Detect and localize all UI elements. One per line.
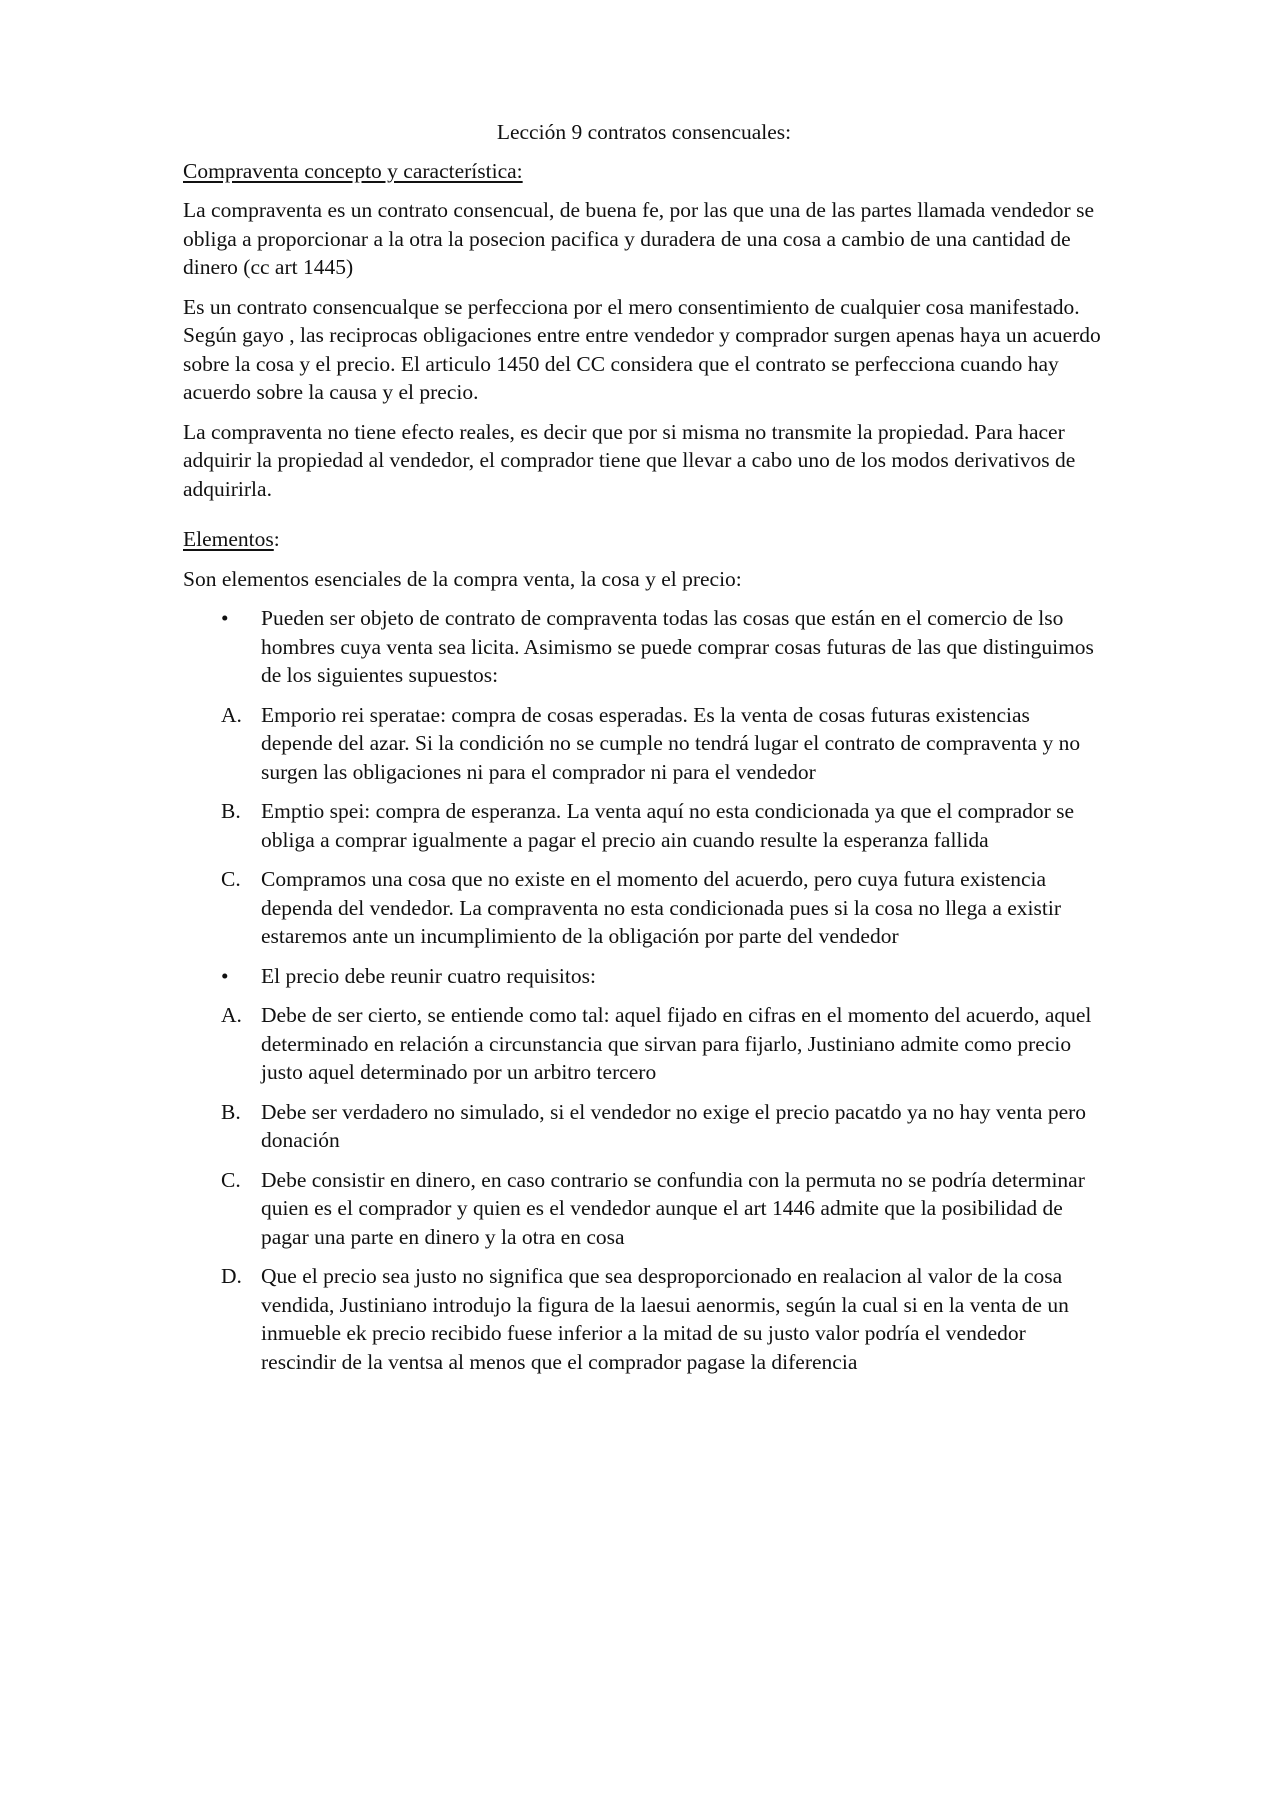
section-intro: Son elementos esenciales de la compra venta, la cosa y el precio: <box>183 566 742 591</box>
list-marker: • <box>221 606 229 630</box>
list-item-text: Debe consistir en dinero, en caso contrario se confundia con la permuta no se podría determinar quien es el comprador y quien es el vendedor aunque el art 1446 admite que la posibilidad de pagar una parte en dinero y la otra en cosa <box>261 1167 1085 1249</box>
list-item-text: Emporio rei speratae: compra de cosas esperadas. Es la venta de cosas futuras existencias depende del azar. Si la condición no se cumple no tendrá lugar el contrato de compraventa y no surgen las obligaciones ni para el comprador ni para el vendedor <box>261 702 1081 784</box>
list-item-text: Compramos una cosa que no existe en el momento del acuerdo, pero cuya futura existencia dependa del vendedor. La compraventa no esta condicionada pues si la cosa no llega a existir estaremos ante un incumplimiento de la obligación por parte del vendedor <box>261 867 1061 948</box>
section-heading-elementos <box>183 525 1105 554</box>
list-marker: D. <box>221 1264 242 1288</box>
list-marker: B. <box>221 1099 241 1124</box>
document-title: Lección 9 contratos consencuales: <box>496 120 792 144</box>
document-page <box>183 118 1105 1387</box>
list-item-text: Emptio spei: compra de esperanza. La venta aquí no esta condicionada ya que el comprador se obliga a comprar igualmente a pagar el precio ain cuando resulte la esperanza fallida <box>261 799 1075 852</box>
list-item-text: Debe ser verdadero no simulado, si el vendedor no exige el precio pacatdo ya no hay venta pero donación <box>261 1099 1087 1152</box>
section-heading-text: Elementos <box>183 527 274 551</box>
list-item <box>183 604 1105 690</box>
list-item <box>183 1262 1105 1376</box>
list-marker: • <box>221 963 229 988</box>
list-item <box>183 701 1105 787</box>
list-marker: C. <box>221 867 241 891</box>
list-marker: C. <box>221 1167 241 1192</box>
list-item <box>183 1001 1105 1087</box>
list-marker: B. <box>221 799 241 823</box>
list-item <box>183 797 1105 854</box>
list-item-text: Debe de ser cierto, se entiende como tal: aquel fijado en cifras en el momento del acuerdo, aquel determinado en relación a circunstancia que sirvan para fijarlo, Justiniano admite como precio justo aquel determinado por un arbitro tercero <box>261 1003 1092 1084</box>
section-heading-compraventa: Compraventa concepto y característica: <box>183 158 523 183</box>
paragraph: La compraventa es un contrato consencual, de buena fe, por las que una de las partes llamada vendedor se obliga a proporcionar a la otra la posecion pacifica y duradera de una cosa a cambio de una cantidad de dinero (cc art 1445) <box>183 198 1094 279</box>
list-item-text: Pueden ser objeto de contrato de compraventa todas las cosas que están en el comercio de lso hombres cuya venta sea licita. Asimismo se puede comprar cosas futuras de las que distinguimos de los siguientes supuestos: <box>261 606 1094 687</box>
list-item <box>183 1098 1105 1155</box>
list-item-text: Que el precio sea justo no significa que sea desproporcionado en realacion al valor de la cosa vendida, Justiniano introdujo la figura de la laesui aenormis, según la cual si en la venta de un inmueble ek precio recibido fuese inferior a la mitad de su justo valor podría el vendedor rescindir de la ventsa al menos que el comprador pagase la diferencia <box>261 1264 1069 1374</box>
list-item <box>183 962 1105 991</box>
list-marker: A. <box>221 702 242 727</box>
list-item-text: El precio debe reunir cuatro requisitos: <box>261 963 596 988</box>
list-item <box>183 865 1105 951</box>
paragraph: Es un contrato consencualque se perfecciona por el mero consentimiento de cualquier cosa manifestado. Según gayo , las reciprocas obligaciones entre entre vendedor y comprador surgen apenas haya un acuerdo sobre la cosa y el precio. El articulo 1450 del CC considera que el contrato se perfecciona cuando hay acuerdo sobre la causa y el precio. <box>183 294 1101 404</box>
section-heading-colon: : <box>273 527 280 551</box>
list-marker: A. <box>221 1003 242 1027</box>
paragraph: La compraventa no tiene efecto reales, es decir que por si misma no transmite la propiedad. Para hacer adquirir la propiedad al vendedor, el comprador tiene que llevar a cabo uno de los modos derivativos de adquirirla. <box>183 419 1076 501</box>
list-item <box>183 1166 1105 1252</box>
